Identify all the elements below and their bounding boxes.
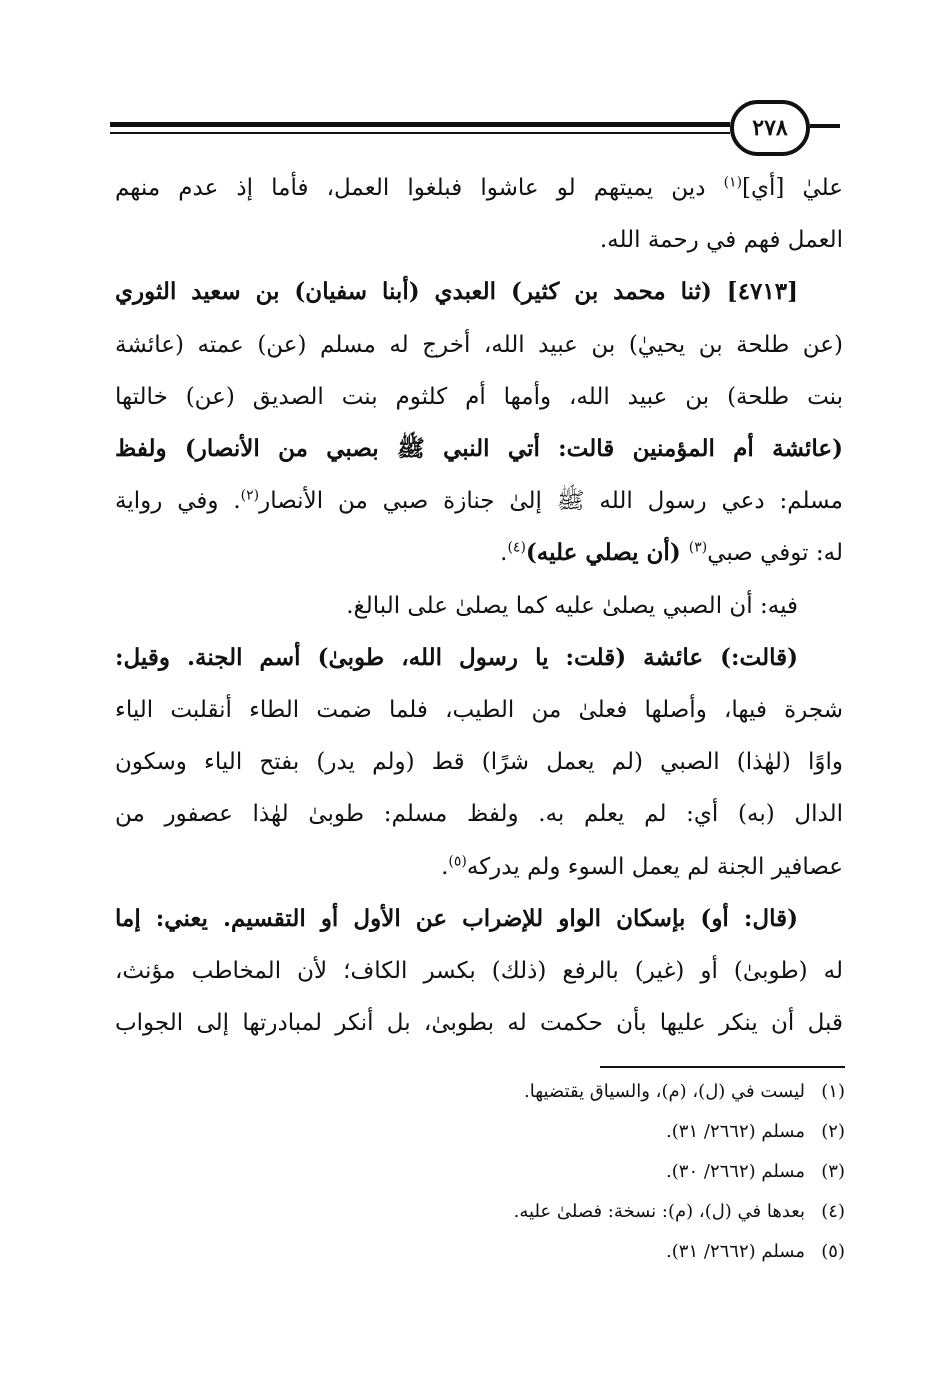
main-text (115, 162, 843, 1049)
text-line: قبل أن ينكر عليها بأن حكمت له بطوبىٰ، بل أنكر لمبادرتها إلى الجواب (115, 1010, 843, 1037)
footnote-ref: (١) (723, 174, 743, 191)
header-rule-thick (110, 122, 730, 127)
footnote-ref: (٥) (448, 852, 467, 869)
text-line: له: توفي صبي$^{(٣)}$ (أن يصلي عليه)$^{(٤)}$. (500, 539, 843, 567)
footnote-item: (٣)مسلم (٢٦٦٢/ ٣٠). (666, 1161, 845, 1182)
text-line: عصافير الجنة لم يعمل السوء ولم يدركه$^{(٥)}$. (441, 852, 843, 880)
text-line: واوًا (لهٰذا) الصبي (لم يعمل شرًا) قط (ولم يدر) بفتح الياء وسكون (115, 749, 843, 776)
text-line: (عن طلحة بن يحييٰ) بن عبيد الله، أخرج له مسلم (عن) عمته (عائشة (115, 331, 843, 358)
footnote-item: (١)ليست في (ل)، (م)، والسياق يقتضيها. (523, 1081, 845, 1102)
footnote-ref: (٢) (240, 487, 260, 504)
text-line: (قالت:) عائشة (قلت: يا رسول الله، طوبىٰ) أسم الجنة. وقيل: (115, 643, 798, 671)
header-rule-tail (810, 124, 840, 128)
footnote-ref: (٤) (507, 539, 526, 556)
text-line: له (طوبىٰ) أو (غير) بالرفع (ذلك) بكسر الكاف؛ لأن المخاطب مؤنث، (115, 958, 843, 985)
text-line: شجرة فيها، وأصلها فعلىٰ من الطيب، فلما ضمت الطاء أنقلبت الياء (115, 697, 843, 724)
text-line: بنت طلحة) بن عبيد الله، وأمها أم كلثوم بنت الصديق (عن) خالتها (115, 383, 843, 410)
text-line: عليٰ [أي]$^{(١)}$ دين يميتهم لو عاشوا فبلغوا العمل، فأما إذ عدم منهم (115, 174, 843, 201)
page-header (110, 98, 840, 168)
text-line: مسلم: دعي رسول الله ﷺ إلىٰ جنازة صبي من الأنصار$^{(٢)}$. وفي رواية (115, 487, 843, 515)
text-line: (عائشة أم المؤمنين قالت: أتي النبي ﷺ بصبي من الأنصار) ولفظ (115, 435, 843, 463)
page-number: ٢٧٨ (730, 100, 810, 156)
footnote-item: (٤)بعدها في (ل)، (م): نسخة: فصلىٰ عليه. (513, 1201, 845, 1222)
text-line: [٤٧١٣] (ثنا محمد بن كثير) العبدي (أبنا سفيان) بن سعيد الثوري (115, 278, 798, 306)
footnote-item: (٥)مسلم (٢٦٦٢/ ٣١). (666, 1241, 845, 1262)
footnote-item: (٢)مسلم (٢٦٦٢/ ٣١). (666, 1121, 845, 1142)
footnote-separator (600, 1066, 845, 1068)
text-line: (قال: أو) بإسكان الواو للإضراب عن الأول أو التقسيم. يعني: إما (115, 904, 798, 932)
header-rule-thin (110, 132, 730, 134)
text-line: فيه: أن الصبي يصلىٰ عليه كما يصلىٰ على البالغ. (346, 592, 798, 619)
footnotes (514, 1072, 845, 1272)
footnote-ref: (٣) (688, 539, 708, 556)
text-line: الدال (به) أي: لم يعلم به. ولفظ مسلم: طوبىٰ لهٰذا عصفور من (115, 801, 843, 828)
text-line: العمل فهم في رحمة الله. (599, 227, 843, 254)
